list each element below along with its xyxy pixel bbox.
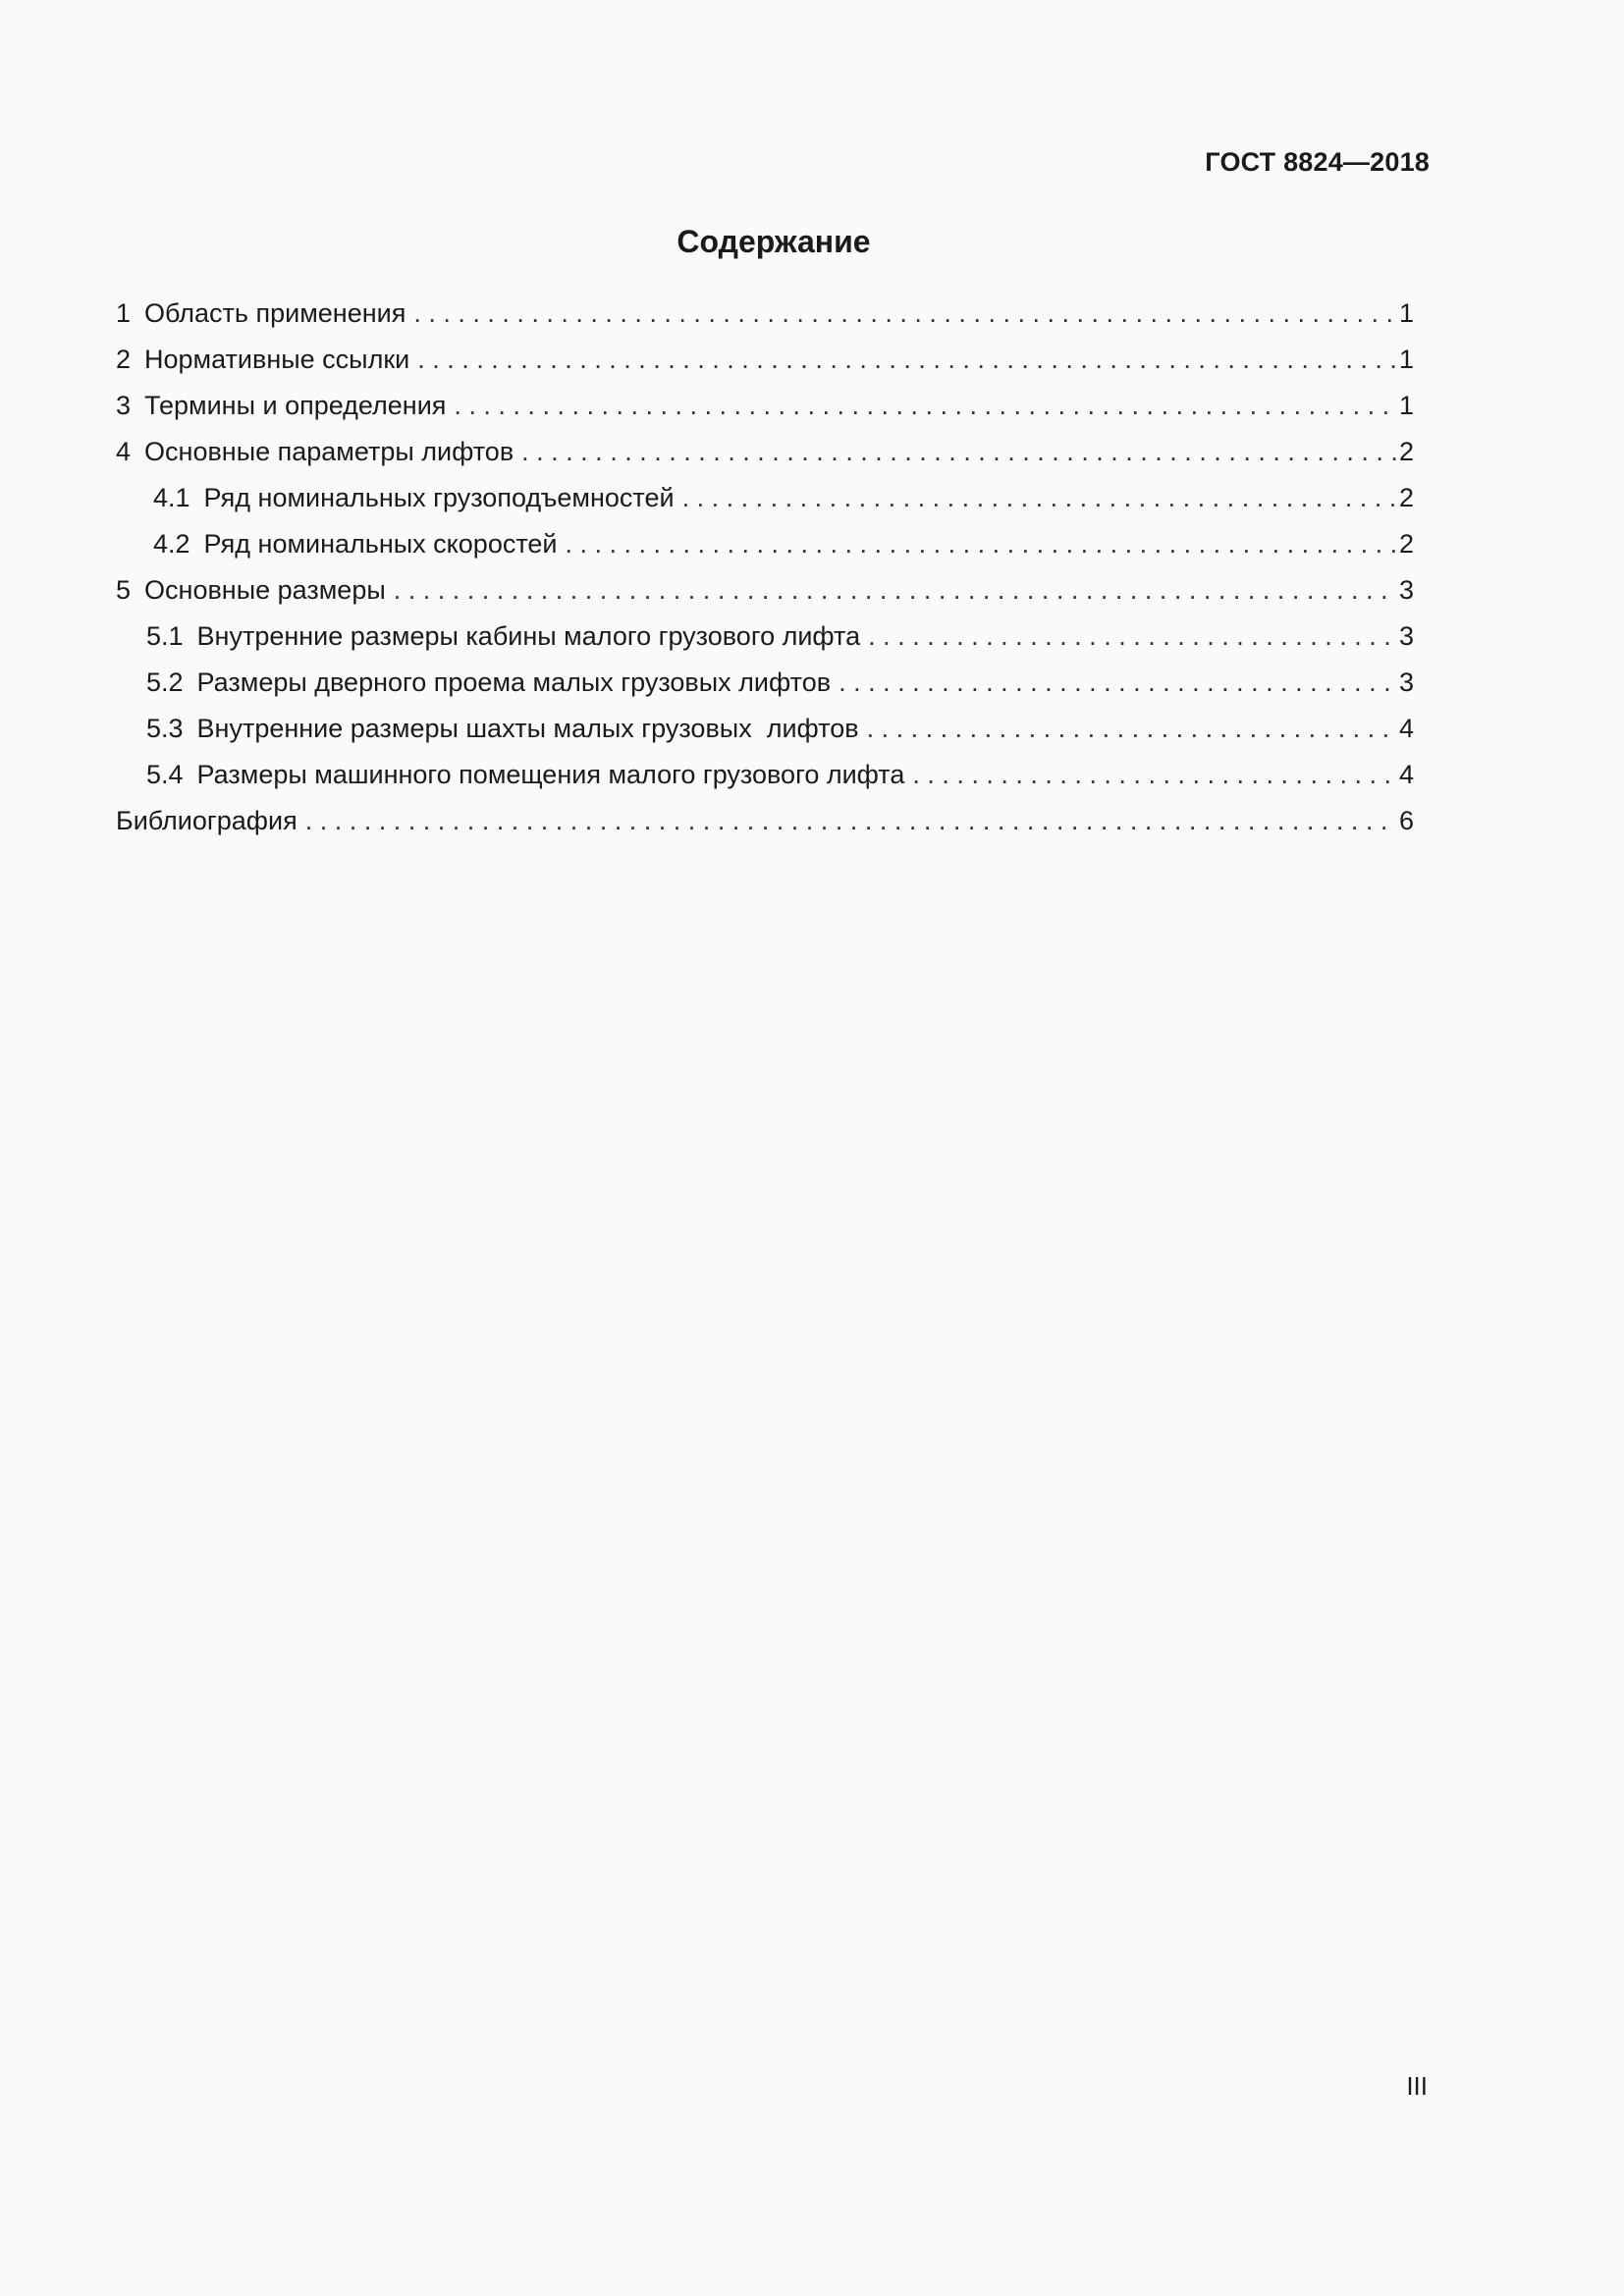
toc-entry-text: Размеры машинного помещения малого грузового лифта bbox=[196, 760, 905, 789]
toc-entry[interactable] bbox=[116, 575, 1414, 621]
toc-entry-text: Основные размеры bbox=[144, 575, 386, 605]
toc-subentry[interactable] bbox=[116, 760, 1414, 806]
toc-subentry[interactable] bbox=[116, 483, 1414, 529]
toc-subentry[interactable] bbox=[116, 529, 1414, 575]
toc-leader-dots bbox=[413, 298, 1396, 329]
toc-entry-number: 1 bbox=[116, 298, 132, 328]
toc-entry[interactable] bbox=[116, 437, 1414, 483]
toc-leader-dots bbox=[305, 806, 1396, 836]
toc-entry-page: 1 bbox=[1398, 345, 1414, 374]
toc-entry-page: 2 bbox=[1398, 483, 1414, 512]
toc-entry-page: 3 bbox=[1398, 575, 1414, 605]
toc-entry-page: 2 bbox=[1398, 437, 1414, 466]
toc-entry-text: Нормативные ссылки bbox=[144, 345, 410, 374]
toc-title: Содержание bbox=[677, 224, 871, 259]
toc-entry-page: 1 bbox=[1398, 298, 1414, 328]
toc-leader-dots bbox=[566, 529, 1397, 560]
toc-entry-text: Внутренние размеры кабины малого грузового лифта bbox=[196, 621, 861, 651]
toc-entry-text: Термины и определения bbox=[144, 391, 447, 420]
toc-entry-text: Внутренние размеры шахты малых грузовых лифтов bbox=[196, 714, 859, 743]
toc-leader-dots bbox=[394, 575, 1396, 606]
toc-entry-number: 5 bbox=[116, 575, 132, 605]
toc-entry-number: 5.4 bbox=[146, 760, 184, 789]
toc-leader-dots bbox=[867, 714, 1396, 744]
toc-entry-page: 6 bbox=[1398, 806, 1414, 835]
toc-entry-bibliography[interactable] bbox=[116, 806, 1414, 852]
toc-entry[interactable] bbox=[116, 345, 1414, 391]
toc-entry-number: 5.1 bbox=[146, 621, 184, 651]
toc-entry-number: 4.2 bbox=[153, 529, 190, 559]
toc-entry[interactable] bbox=[116, 298, 1414, 345]
toc-entry-number: 5.3 bbox=[146, 714, 184, 743]
toc-leader-dots bbox=[417, 345, 1396, 375]
toc-leader-dots bbox=[912, 760, 1396, 790]
document-code: ГОСТ 8824—2018 bbox=[1205, 147, 1430, 177]
toc-entry-text: Размеры дверного проема малых грузовых лифтов bbox=[196, 667, 832, 697]
toc-subentry[interactable] bbox=[116, 667, 1414, 714]
toc-entry-text: Библиография bbox=[116, 806, 298, 835]
toc-entry-page: 4 bbox=[1398, 714, 1414, 743]
toc-entry-page: 2 bbox=[1398, 529, 1414, 559]
toc-entry-number: 5.2 bbox=[146, 667, 184, 697]
toc-subentry[interactable] bbox=[116, 714, 1414, 760]
toc-leader-dots bbox=[454, 391, 1396, 421]
toc-entry-page: 4 bbox=[1398, 760, 1414, 789]
toc-leader-dots bbox=[868, 621, 1396, 652]
toc-leader-dots bbox=[839, 667, 1396, 698]
toc-entry-number: 3 bbox=[116, 391, 132, 420]
toc-entry-page: 3 bbox=[1398, 621, 1414, 651]
toc-entry-text: Ряд номинальных скоростей bbox=[203, 529, 558, 559]
toc-entry-page: 3 bbox=[1398, 667, 1414, 697]
toc-leader-dots bbox=[682, 483, 1396, 513]
toc-entry-number: 4 bbox=[116, 437, 132, 466]
toc-entry-text: Область применения bbox=[144, 298, 406, 328]
page-number: III bbox=[1406, 2071, 1428, 2101]
toc-entry-text: Основные параметры лифтов bbox=[144, 437, 514, 466]
toc-entry-number: 2 bbox=[116, 345, 132, 374]
table-of-contents bbox=[116, 298, 1414, 852]
toc-leader-dots bbox=[521, 437, 1396, 467]
toc-subentry[interactable] bbox=[116, 621, 1414, 667]
toc-entry-page: 1 bbox=[1398, 391, 1414, 420]
toc-entry-number: 4.1 bbox=[153, 483, 190, 512]
toc-entry[interactable] bbox=[116, 391, 1414, 437]
toc-entry-text: Ряд номинальных грузоподъемностей bbox=[203, 483, 675, 512]
